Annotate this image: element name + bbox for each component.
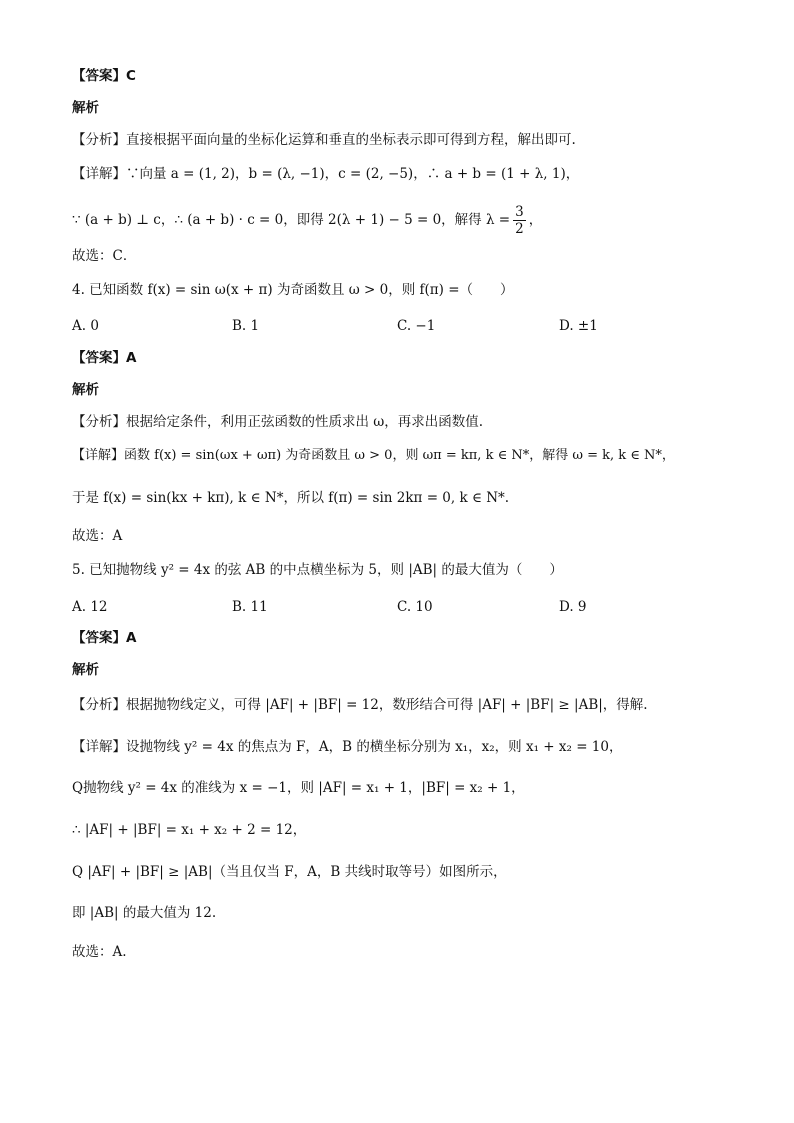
q5-stem: 5. 已知抛物线 y² = 4x 的弦 AB 的中点横坐标为 5，则 |AB| 的最大值为（ ） bbox=[72, 562, 563, 578]
q3-fraction-num: 3 bbox=[515, 204, 524, 220]
q5-detail-3: ∴ |AF| + |BF| = x₁ + x₂ + 2 = 12， bbox=[72, 822, 307, 838]
q5-conclusion: 故选：A. bbox=[72, 944, 127, 960]
q3-detail-2-text: ∵ (a + b) ⊥ c，∴ (a + b) · c = 0，即得 2(λ + 1) − 5 = 0，解得 λ = bbox=[72, 212, 511, 228]
q5-answer: 【答案】A bbox=[72, 630, 137, 646]
q5-option-c: C. 10 bbox=[397, 599, 433, 615]
q4-option-b: B. 1 bbox=[232, 318, 260, 334]
q4-option-d: D. ±1 bbox=[559, 318, 598, 334]
q4-answer: 【答案】A bbox=[72, 350, 137, 366]
q5-option-a: A. 12 bbox=[72, 599, 108, 615]
q5-options bbox=[72, 597, 734, 617]
q5-jiexi-heading: 解析 bbox=[72, 662, 99, 678]
q4-stem: 4. 已知函数 f(x) = sin ω(x + π) 为奇函数且 ω > 0，则 f(π) =（ ） bbox=[72, 282, 514, 298]
q4-option-c: C. −1 bbox=[397, 318, 436, 334]
q5-detail-1: 【详解】设抛物线 y² = 4x 的焦点为 F，A，B 的横坐标分别为 x₁，x₂，则 x₁ + x₂ = 10， bbox=[72, 739, 623, 755]
q4-conclusion: 故选：A bbox=[72, 528, 123, 544]
q3-detail-1: 【详解】∵向量 a = (1, 2)，b = (λ, −1)，c = (2, −5)，∴ a + b = (1 + λ, 1)， bbox=[72, 166, 580, 182]
q4-detail-2: 于是 f(x) = sin(kx + kπ), k ∈ N*，所以 f(π) = sin 2kπ = 0, k ∈ N*. bbox=[72, 490, 510, 506]
q5-detail-5: 即 |AB| 的最大值为 12. bbox=[72, 905, 217, 921]
q5-detail-2: Q抛物线 y² = 4x 的准线为 x = −1，则 |AF| = x₁ + 1，|BF| = x₂ + 1， bbox=[72, 780, 525, 796]
q3-fraction-den: 2 bbox=[515, 221, 524, 237]
q4-analysis: 【分析】根据给定条件，利用正弦函数的性质求出 ω，再求出函数值. bbox=[72, 414, 484, 430]
q4-detail-1: 【详解】函数 f(x) = sin(ωx + ωπ) 为奇函数且 ω > 0，则 ωπ = kπ, k ∈ N*，解得 ω = k, k ∈ N*， bbox=[72, 448, 675, 463]
q4-option-a: A. 0 bbox=[72, 318, 99, 334]
q3-analysis: 【分析】直接根据平面向量的坐标化运算和垂直的坐标表示即可得到方程，解出即可. bbox=[72, 132, 576, 148]
q3-fraction bbox=[513, 204, 526, 237]
q5-detail-4: Q |AF| + |BF| ≥ |AB|（当且仅当 F，A，B 共线时取等号）如图所示， bbox=[72, 864, 507, 880]
q4-jiexi-heading: 解析 bbox=[72, 382, 99, 398]
q3-detail-2 bbox=[72, 204, 734, 237]
q3-answer: 【答案】C bbox=[72, 68, 136, 84]
q3-conclusion: 故选：C． bbox=[72, 248, 137, 264]
q3-jiexi-heading: 解析 bbox=[72, 100, 99, 116]
q5-analysis: 【分析】根据抛物线定义，可得 |AF| + |BF| = 12，数形结合可得 |AF| + |BF| ≥ |AB|，得解. bbox=[72, 697, 648, 713]
q3-detail-2-end: ， bbox=[528, 212, 543, 228]
q4-options bbox=[72, 316, 734, 336]
q5-option-d: D. 9 bbox=[559, 599, 587, 615]
q5-option-b: B. 11 bbox=[232, 599, 268, 615]
